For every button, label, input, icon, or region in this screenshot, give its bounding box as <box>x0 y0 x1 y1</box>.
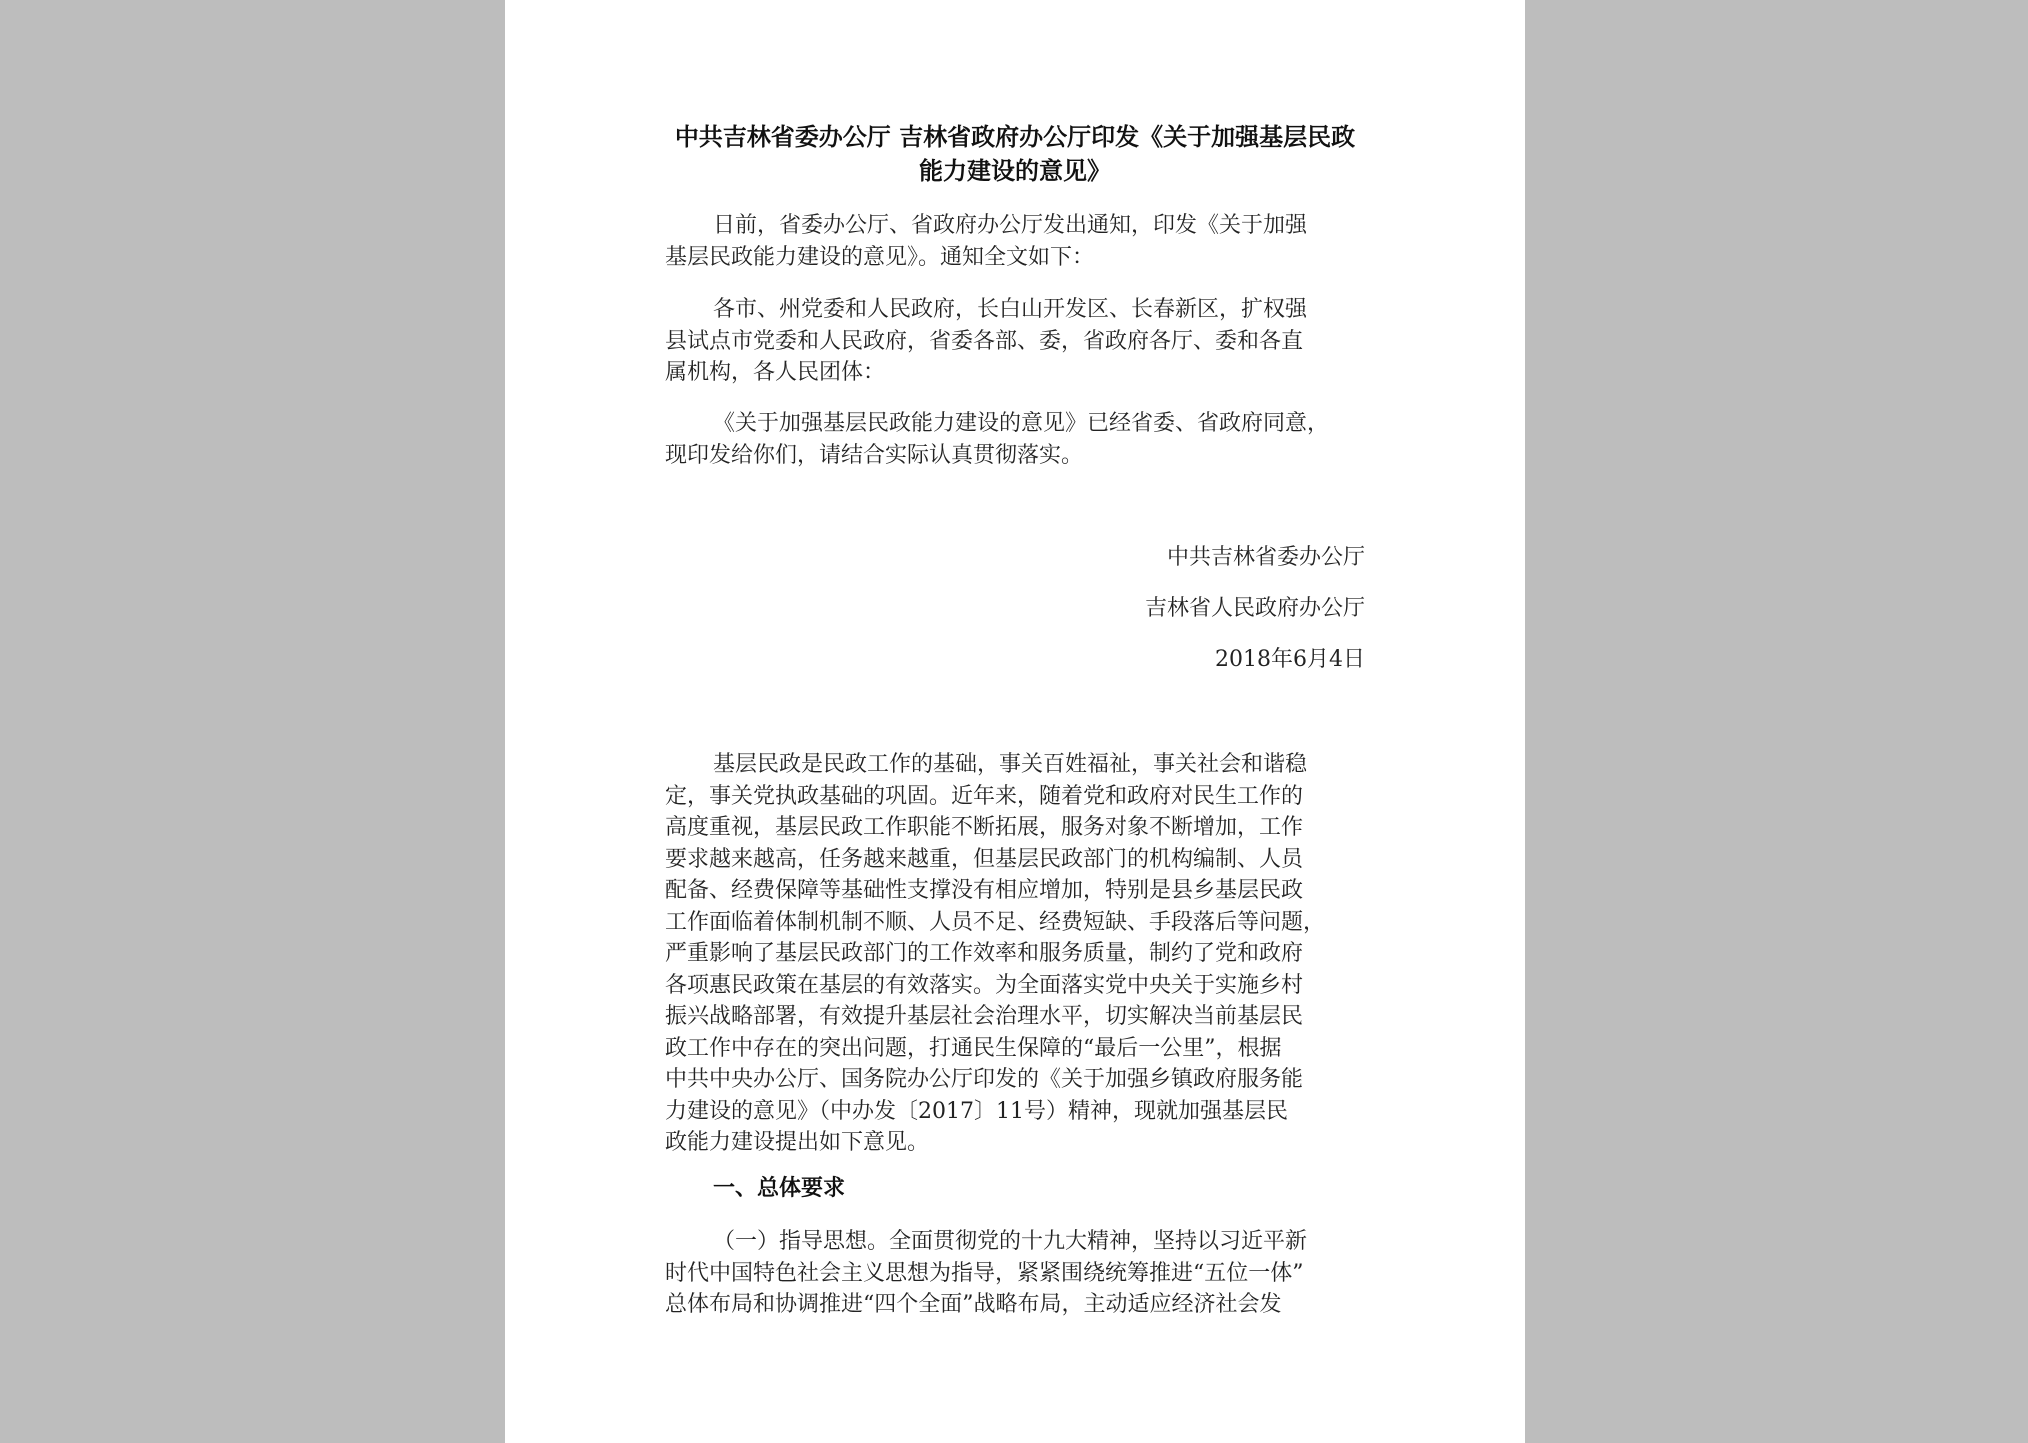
paragraph-line: 振兴战略部署，有效提升基层社会治理水平，切实解决当前基层民 <box>665 1004 1304 1029</box>
paragraph-line: 力建设的意见》（中办发〔2017〕11号）精神，现就加强基层民 <box>665 1098 1288 1124</box>
paragraph-line: 工作面临着体制机制不顺、人员不足、经费短缺、手段落后等问题， <box>665 909 1326 935</box>
paragraph-line: 日前，省委办公厅、省政府办公厅发出通知，印发《关于加强 <box>713 213 1308 238</box>
paragraph-line: 定，事关党执政基础的巩固。近年来，随着党和政府对民生工作的 <box>665 783 1304 809</box>
intro-paragraph <box>665 210 1385 273</box>
addressee-paragraph <box>665 294 1385 389</box>
signature-gov-office: 吉林省人民政府办公厅 <box>1144 596 1365 621</box>
paragraph-line: 时代中国特色社会主义思想为指导，紧紧围绕统筹推进“五位一体” <box>665 1260 1304 1286</box>
paragraph-line: 总体布局和协调推进“四个全面”战略布局，主动适应经济社会发 <box>665 1292 1282 1317</box>
title-line: 能力建设的意见》 <box>919 157 1111 185</box>
paragraph-line: 属机构，各人民团体： <box>665 360 886 385</box>
body-paragraph <box>665 749 1385 1159</box>
section-paragraph <box>665 1226 1385 1321</box>
paragraph-line: 基层民政能力建设的意见》。通知全文如下： <box>665 244 1095 270</box>
paragraph-line: （一）指导思想。全面贯彻党的十九大精神，坚持以习近平新 <box>713 1229 1308 1254</box>
paragraph-line: 各市、州党委和人民政府，长白山开发区、长春新区，扩权强 <box>713 297 1308 322</box>
paragraph-line: 要求越来越高，任务越来越重，但基层民政部门的机构编制、人员 <box>665 846 1304 872</box>
paragraph-line: 基层民政是民政工作的基础，事关百姓福祉，事关社会和谐稳 <box>713 752 1308 777</box>
paragraph-line: 《关于加强基层民政能力建设的意见》已经省委、省政府同意， <box>713 411 1330 436</box>
paragraph-line: 中共中央办公厅、国务院办公厅印发的《关于加强乡镇政府服务能 <box>665 1067 1304 1092</box>
title-line: 中共吉林省委办公厅 吉林省政府办公厅印发《关于加强基层民政 <box>674 123 1356 151</box>
paragraph-line: 严重影响了基层民政部门的工作效率和服务质量，制约了党和政府 <box>665 941 1304 966</box>
document-title <box>505 120 1525 188</box>
paragraph-line: 配备、经费保障等基础性支撑没有相应增加，特别是县乡基层民政 <box>665 878 1304 903</box>
paragraph-line: 政工作中存在的突出问题，打通民生保障的“最后一公里”，根据 <box>665 1035 1282 1061</box>
signature-date: 2018年6月4日 <box>1215 647 1365 672</box>
paragraph-line: 现印发给你们，请结合实际认真贯彻落实。 <box>665 442 1084 468</box>
document-page <box>505 0 1525 1443</box>
notice-paragraph <box>665 408 1385 471</box>
paragraph-line: 政能力建设提出如下意见。 <box>665 1130 930 1155</box>
section-heading: 一、总体要求 <box>713 1176 846 1201</box>
paragraph-line: 县试点市党委和人民政府，省委各部、委，省政府各厅、委和各直 <box>665 328 1304 354</box>
paragraph-line: 高度重视，基层民政工作职能不断拓展，服务对象不断增加，工作 <box>665 815 1304 840</box>
signature-party-office: 中共吉林省委办公厅 <box>1166 545 1365 570</box>
paragraph-line: 各项惠民政策在基层的有效落实。为全面落实党中央关于实施乡村 <box>665 972 1304 998</box>
